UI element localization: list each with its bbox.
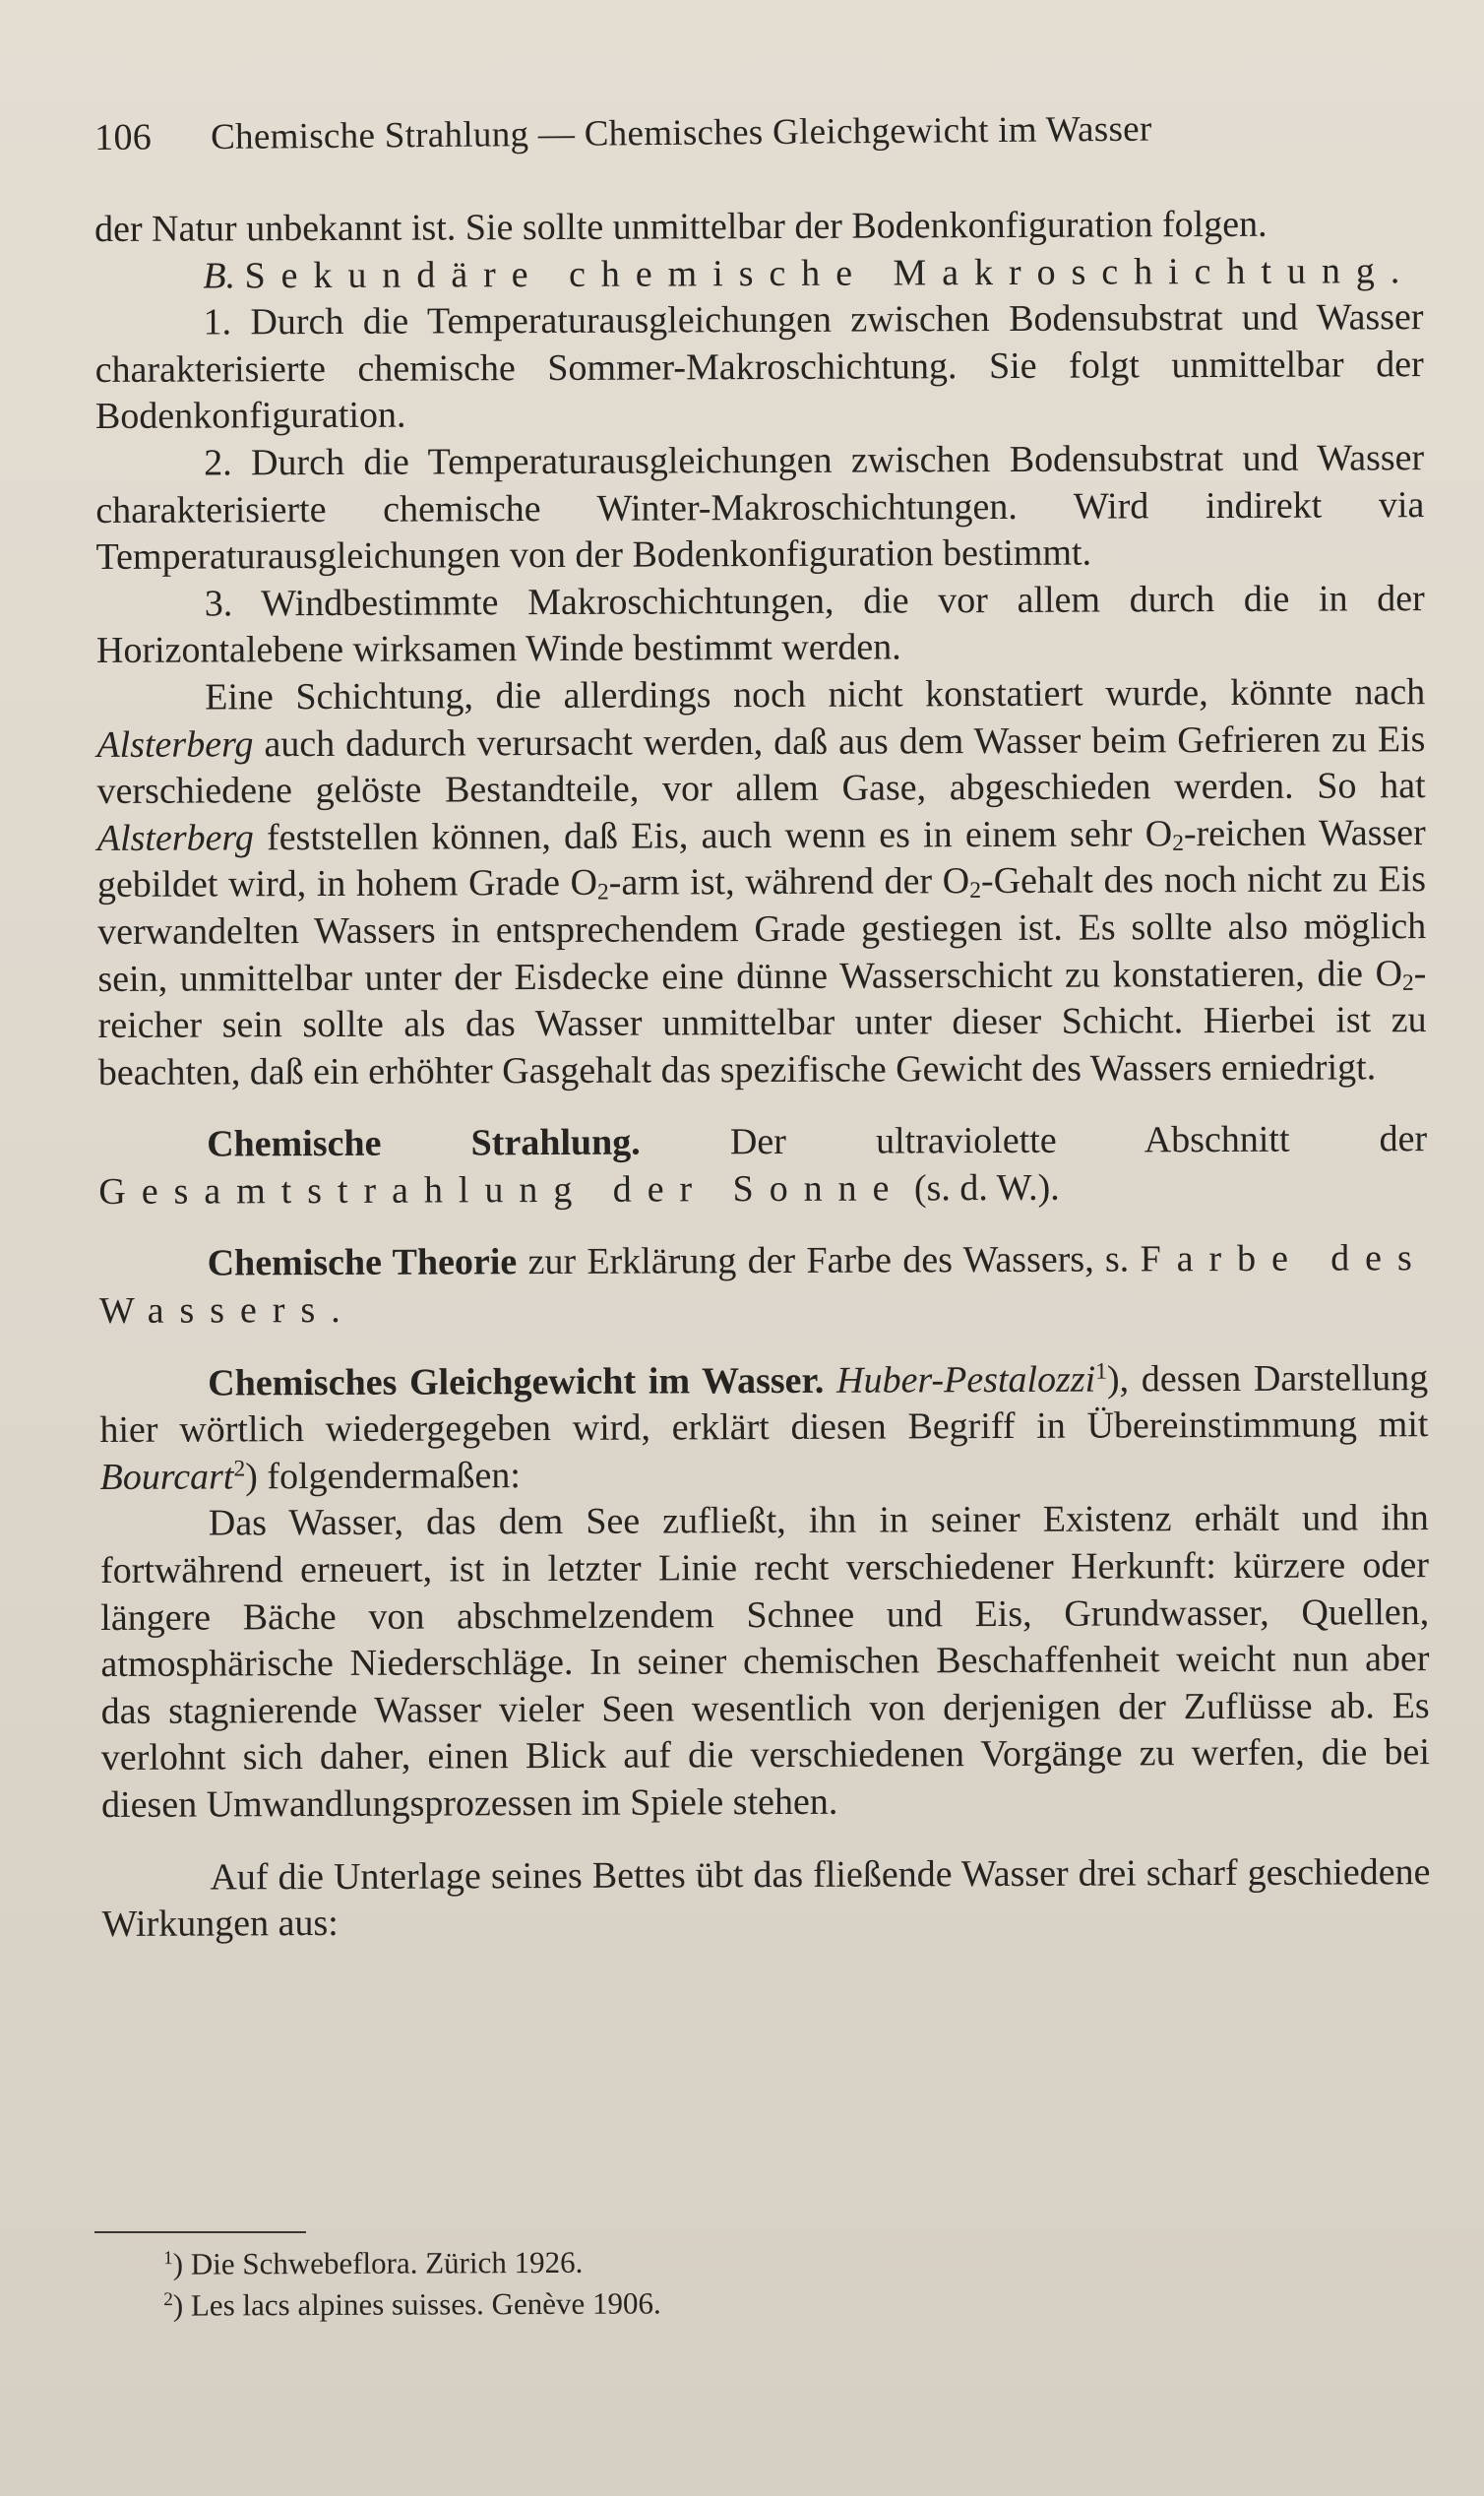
text-run: feststellen können, daß Eis, auch wenn es in einem sehr O	[253, 812, 1173, 859]
text-run: Der ultraviolette Abschnitt der	[640, 1118, 1428, 1163]
subscript: 2	[596, 879, 609, 905]
text-run: -reicher sein sollte als das Wasser unmittelbar unter dieser Schicht. Hierbei ist zu beachten, daß ein erhöhter Gasgehalt das spezifische Gewicht des Wassers erniedrigt.	[97, 952, 1427, 1093]
footnote-mark: 2	[163, 2289, 173, 2311]
text-run: -Gehalt des noch nicht zu Eis verwandelten Wassers in entsprechendem Grade gestiegen ist. Es sollte also möglich sein, unmittelbar unter der Eisdecke eine dünne Wasserschicht zu konstatieren, die O	[97, 858, 1427, 1000]
running-title: Chemische Strahlung — Chemisches Gleichgewicht im Wasser	[210, 108, 1152, 157]
paragraph-quote-wasser: Das Wasser, das dem See zufließt, ihn in seiner Existenz erhält und ihn fortwährend erneuert, ist in letzter Linie recht verschiedener Herkunft: kürzere oder längere Bäche von abschmelzendem Schnee und Eis, Grundwasser, Quellen, atmosphärische Niederschläge. In seiner chemischen Beschaffenheit weicht nun aber das stagnierende Wasser vieler Seen wesentlich von derjenigen der Zuflüsse ab. Es verlohnt sich daher, einen Blick auf die verschiedenen Vorgänge zu werfen, die bei diesen Umwandlungsprozessen im Spiele stehen.	[99, 1497, 1430, 1826]
list-item-1: 1. Durch die Temperaturausgleichungen zwischen Bodensubstrat und Wasser charakterisierte chemische Sommer-Makroschichtung. Sie folgt unmittelbar der Bodenkonfiguration.	[94, 296, 1424, 438]
entry-headword: Chemische Strahlung.	[207, 1121, 641, 1165]
footnote-2	[94, 2280, 1177, 2327]
subscript: 2	[1401, 969, 1414, 996]
page-body	[94, 201, 1431, 1949]
subscript: 2	[969, 878, 982, 905]
entry-headword: Chemisches Gleichgewicht im Wasser.	[208, 1359, 825, 1404]
section-letter: B.	[203, 254, 236, 297]
author-name: Huber-Pestalozzi	[835, 1358, 1096, 1402]
footnote-marker: 2	[233, 1456, 246, 1482]
footnotes	[94, 2239, 1177, 2327]
entry-chemische-theorie	[99, 1236, 1428, 1336]
paragraph-quote-unterlage: Auf die Unterlage seines Bettes übt das fließende Wasser drei scharf geschiedene Wirkungen aus:	[101, 1850, 1431, 1946]
text-run: -arm ist, während der O	[608, 860, 970, 905]
cross-reference: Farbe des Wassers.	[98, 1237, 1428, 1333]
footnote-mark: 1	[163, 2248, 173, 2270]
author-name: Alsterberg	[96, 722, 254, 766]
cross-reference: Gesamtstrahlung der Sonne	[98, 1167, 905, 1213]
running-header	[94, 106, 1275, 159]
entry-chemisches-gleichgewicht	[99, 1355, 1429, 1502]
text-run: ), dessen Darstellung hier wörtlich wiedergegeben wird, erklärt diesen Begriff in Übereinstimmung mit	[99, 1356, 1429, 1452]
footnote-divider	[94, 2231, 306, 2233]
page-number: 106	[94, 116, 153, 158]
section-title: Sekundäre chemische Makroschichtung.	[244, 249, 1416, 296]
footnote-text: ) Die Schwebeflora. Zürich 1926.	[172, 2244, 584, 2281]
footnote-marker: 1	[1095, 1358, 1107, 1385]
subscript: 2	[1172, 830, 1185, 856]
list-item-2: 2. Durch die Temperaturausgleichungen zwischen Bodensubstrat und Wasser charakterisierte chemische Winter-Makroschichtungen. Wird indirekt via Temperaturausgleichungen von der Bodenkonfiguration bestimmt.	[95, 437, 1425, 579]
section-heading-b	[94, 248, 1423, 300]
text-run: Eine Schichtung, die allerdings noch nicht konstatiert wurde, könnte nach	[205, 671, 1426, 718]
footnote-1	[94, 2239, 1177, 2285]
text-run: (s. d. W.).	[904, 1166, 1060, 1210]
text-run: -reichen Wasser gebildet wird, in hohem Grade O	[96, 811, 1426, 906]
footnote-text: ) Les lacs alpines suisses. Genève 1906.	[172, 2285, 661, 2323]
author-name: Alsterberg	[96, 817, 254, 859]
paragraph-schichtung	[96, 669, 1427, 1096]
author-name: Bourcart	[99, 1456, 234, 1498]
text-run: auch dadurch verursacht werden, daß aus dem Wasser beim Gefrieren zu Eis verschiedene gelöste Bestandteile, vor allem Gase, abgeschieden werden. So hat	[96, 718, 1426, 813]
entry-headword: Chemische Theorie	[207, 1241, 518, 1284]
paragraph-continuation: der Natur unbekannt ist. Sie sollte unmittelbar der Bodenkonfiguration folgen.	[94, 203, 1268, 250]
text-run: ) folgendermaßen:	[245, 1454, 521, 1498]
list-item-3: 3. Windbestimmte Makroschichtungen, die vor allem durch die in der Horizontalebene wirksamen Winde bestimmt werden.	[95, 577, 1425, 672]
entry-chemische-strahlung	[98, 1116, 1427, 1216]
text-run: zur Erklärung der Farbe des Wassers, s.	[517, 1238, 1141, 1283]
